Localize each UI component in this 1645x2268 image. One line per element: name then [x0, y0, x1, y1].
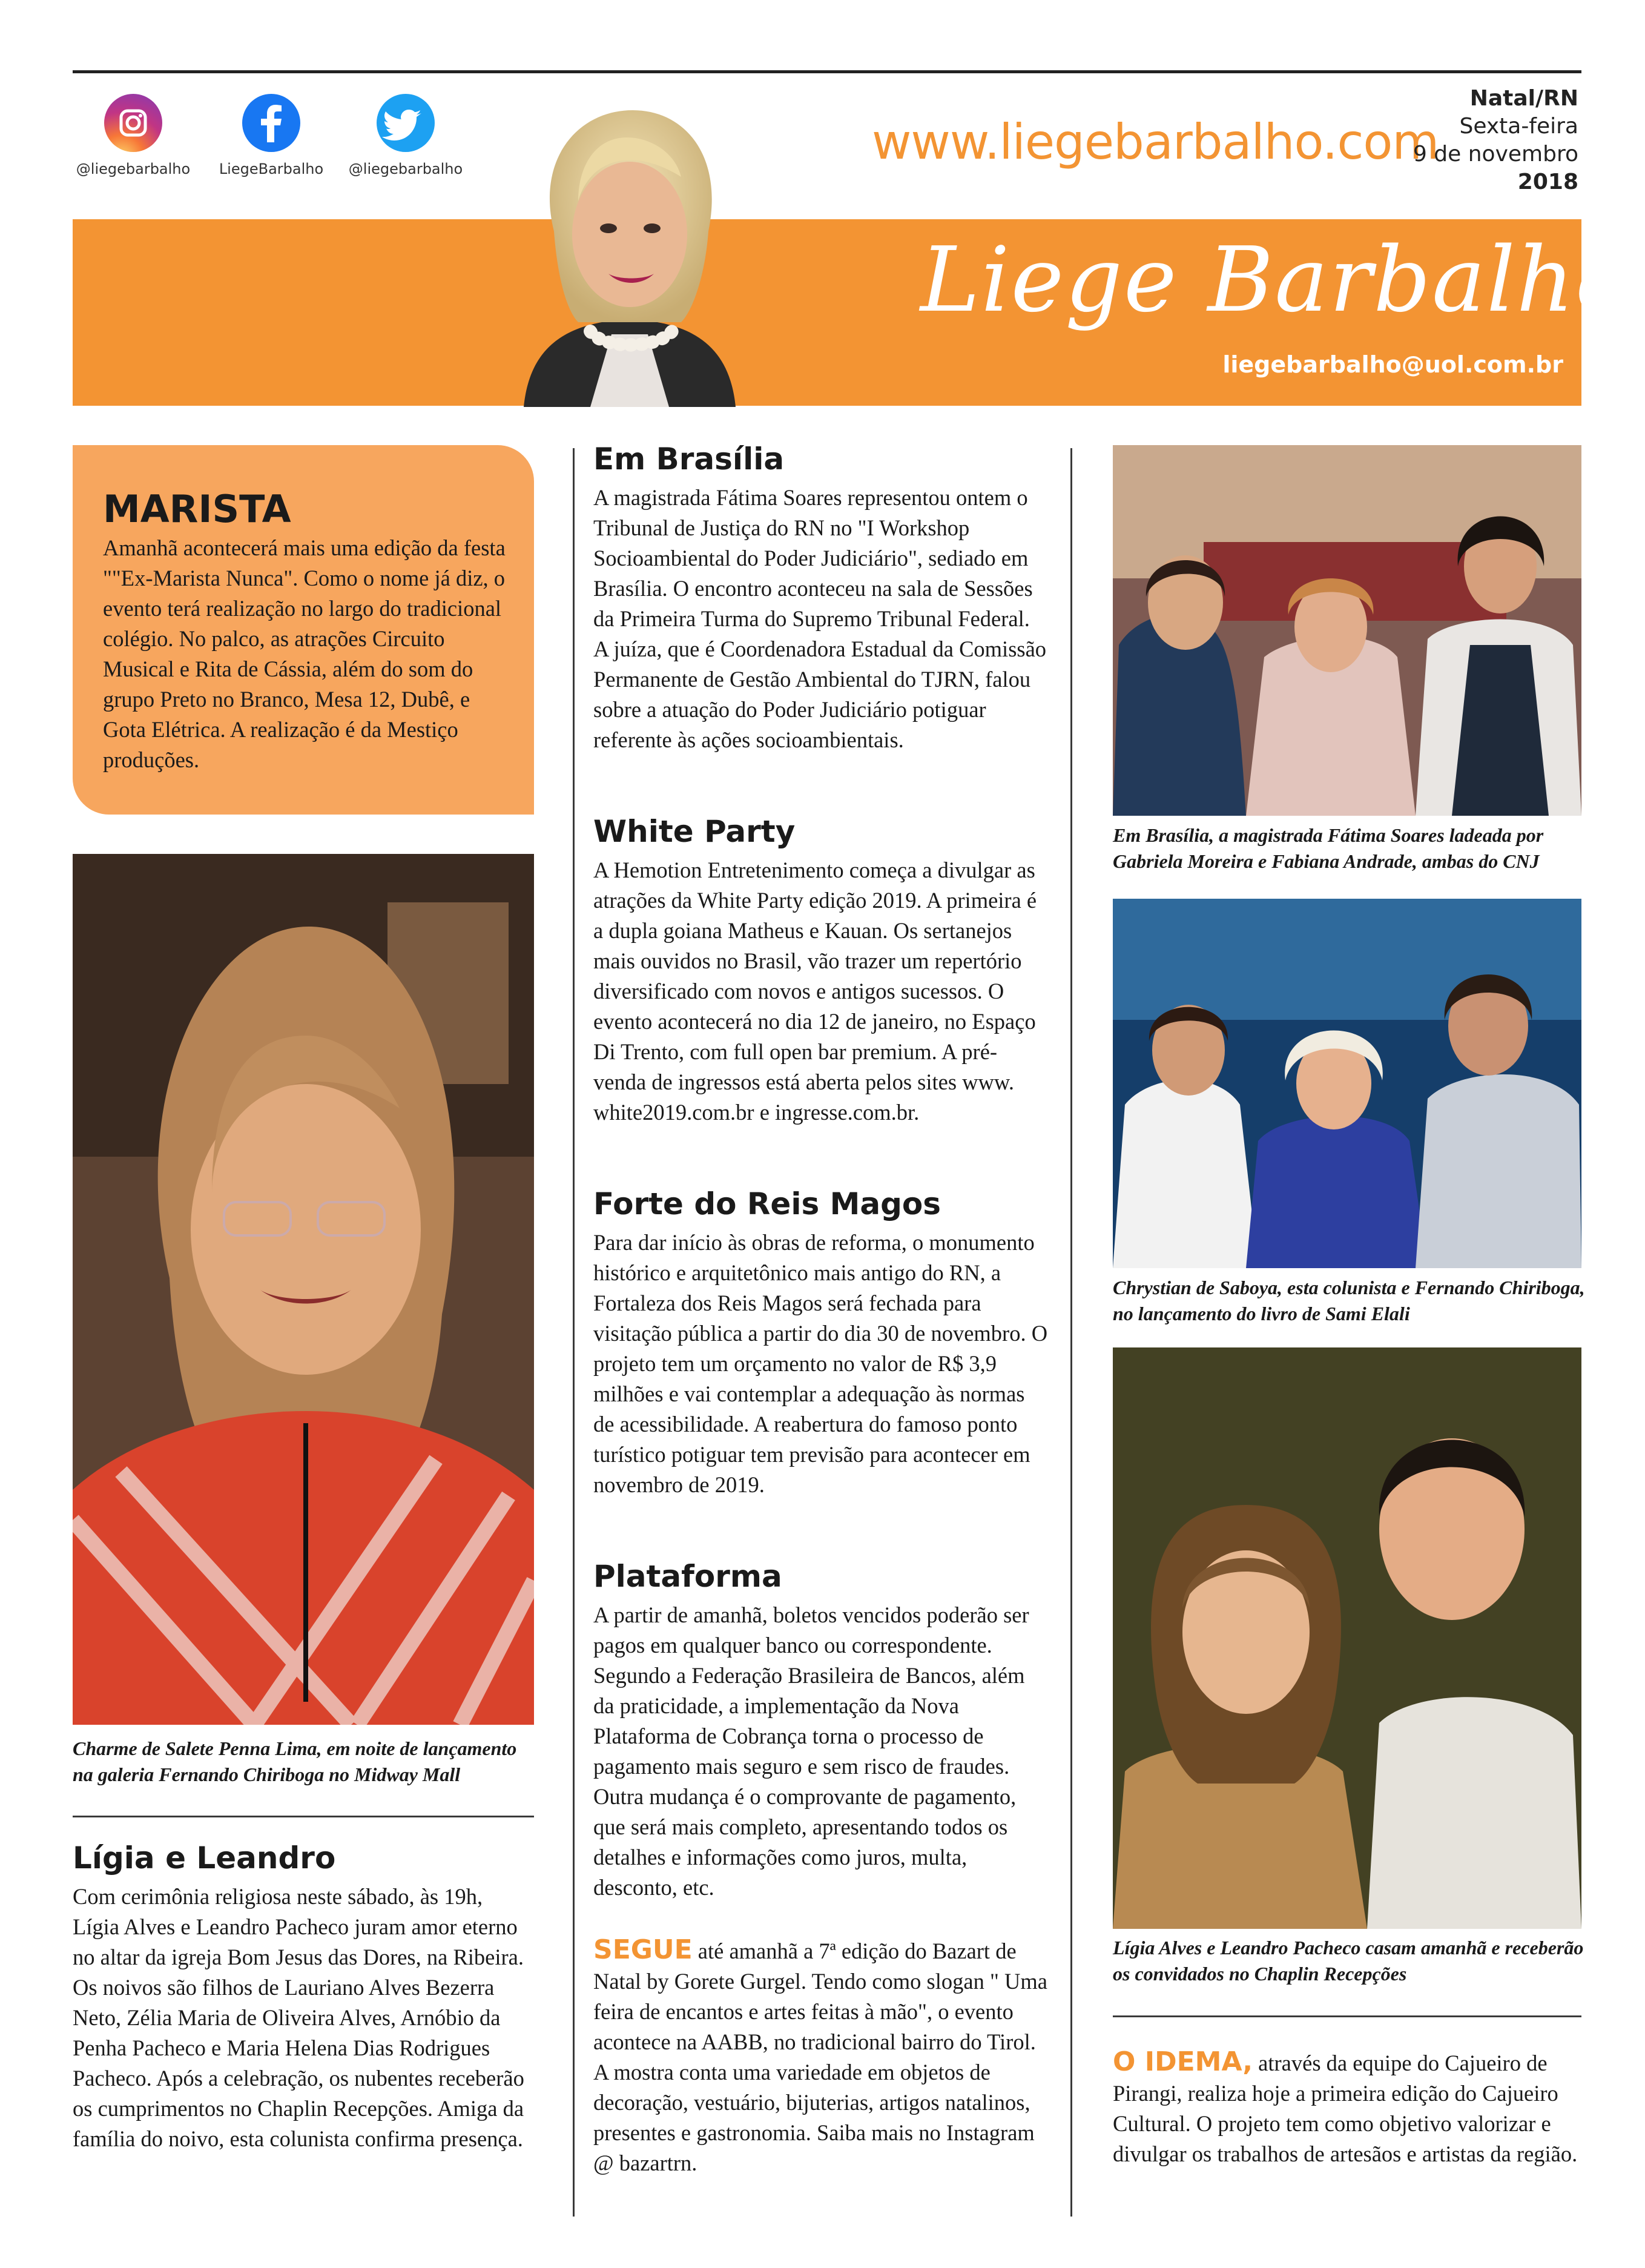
- instagram-handle[interactable]: @liegebarbalho: [76, 160, 191, 177]
- column-divider-2: [1070, 448, 1072, 2217]
- twitter-icon[interactable]: [377, 94, 435, 152]
- facebook-handle[interactable]: LiegeBarbalho: [219, 160, 324, 177]
- caption-salete: Charme de Salete Penna Lima, em noite de lançamento na galeria Fernando Chiriboga no Midway Mall: [73, 1737, 517, 1785]
- photo-brasilia: [1113, 445, 1581, 816]
- idema-body: através da equipe do Cajueiro de Pirangi, realiza hoje a primeira edição do Cajueiro Cultural. O projeto tem como objetivo valorizar e divulgar os trabalhos de artesãos e artistas da região.: [1113, 2051, 1578, 2166]
- divider-right: [1113, 2015, 1581, 2017]
- ligia-body: Com cerimônia religiosa neste sábado, às 19h, Lígia Alves e Leandro Pacheco juram amor eterno no altar da igreja Bom Jesus das Dores, na Ribeira. Os noivos são filhos de Lauriano Alves Bezerra Neto, Zélia Maria de Oliveira Alves, Arnóbio da Penha Pacheco e Maria Helena Dias Rodrigues Pacheco. Após a celebração, os nubentes receberão os cumprimentos no Chaplin Recepções. Amiga da família do noivo, esta colunista confirma presença.: [73, 1884, 524, 2151]
- idema-paragraph: [1113, 2047, 1581, 2169]
- segue-body: até amanhã a 7ª edição do Bazart de Natal by Gorete Gurgel. Tendo como slogan " Uma feira de encantos e artes feitas à mão", o evento acontece na AABB, no tradicional bairro do Tirol. A mostra conta uma variedade em objetos de decoração, vestuário, bijuterias, artigos natalinos, presentes e gastronomia. Saiba mais no Instagram @ bazartrn.: [593, 1939, 1047, 2175]
- segue-paragraph: [593, 1935, 1049, 2178]
- caption-ligia-leandro: Lígia Alves e Leandro Pacheco casam amanhã e receberão os convidados no Chaplin Recepções: [1113, 1937, 1584, 1985]
- column-title: Liege Barbalho: [920, 228, 1631, 332]
- caption-chrystian: Chrystian de Saboya, esta colunista e Fernando Chiriboga, no lançamento do livro de Sami Elali: [1113, 1277, 1585, 1324]
- website-link[interactable]: www.liegebarbalho.com: [872, 114, 1439, 170]
- forte-title: Forte do Reis Magos: [593, 1186, 941, 1222]
- city-label: Natal/RN: [1469, 86, 1578, 111]
- top-rule: [73, 70, 1581, 73]
- ligia-title: Lígia e Leandro: [73, 1840, 336, 1876]
- forte-body: Para dar início às obras de reforma, o monumento histórico e arquitetônico mais antigo do RN, a Fortaleza dos Reis Magos será fechada para visitação pública a partir do dia 30 de novembro. O projeto tem um orçamento no valor de R$ 3,9 milhões e vai contemplar a adequação às normas de acessibilidade. A reabertura do famoso ponto turístico potiguar tem previsão para acontecer em novembro de 2019.: [593, 1230, 1048, 1497]
- white-party-body: A Hemotion Entretenimento começa a divulgar as atrações da White Party edição 2019. A primeira é a dupla goiana Matheus e Kauan. Os sertanejos mais ouvidos no Brasil, vão trazer um repertório diversificado com novos e antigos sucessos. O evento acontecerá no dia 12 de janeiro, no Espaço Di Trento, com full open bar premium. A pré-venda de ingressos está aberta pelos sites www. white2019.com.br e ingresse.com.br.: [593, 858, 1037, 1125]
- plataforma-title: Plataforma: [593, 1559, 782, 1594]
- date-label: 9 de novembro: [1413, 142, 1578, 167]
- twitter-handle[interactable]: @liegebarbalho: [348, 160, 463, 177]
- photo-chrystian: [1113, 899, 1581, 1268]
- idema-kicker: O IDEMA,: [1113, 2046, 1253, 2077]
- columnist-portrait: [512, 80, 748, 407]
- photo-salete: [73, 854, 534, 1725]
- marista-title: MARISTA: [103, 487, 291, 531]
- segue-kicker: SEGUE: [593, 1934, 693, 1965]
- caption-brasilia: Em Brasília, a magistrada Fátima Soares ladeada por Gabriela Moreira e Fabiana Andrade, ambas do CNJ: [1113, 824, 1544, 872]
- brasilia-title: Em Brasília: [593, 441, 785, 477]
- marista-body: Amanhã acontecerá mais uma edição da festa ""Ex-Marista Nunca". Como o nome já diz, o evento terá realização no largo do tradicional colégio. No palco, as atrações Circuito Musical e Rita de Cássia, além do som do grupo Preto no Branco, Mesa 12, Dubê, e Gota Elétrica. A realização é da Mestiço produções.: [103, 535, 506, 772]
- divider-left: [73, 1816, 534, 1817]
- weekday-label: Sexta-feira: [1459, 114, 1578, 139]
- date-block: [1413, 85, 1578, 196]
- instagram-icon[interactable]: [104, 94, 162, 152]
- plataforma-body: A partir de amanhã, boletos vencidos poderão ser pagos em qualquer banco ou correspondente. Segundo a Federação Brasileira de Bancos, além da praticidade, a implementação da Nova Plataforma de Cobrança torna o processo de pagamento mais seguro e sem risco de fraudes. Outra mudança é o comprovante de pagamento, que será mais completo, apresentando todos os detalhes e informações como juros, multa, desconto, etc.: [593, 1602, 1029, 1900]
- facebook-icon[interactable]: [242, 94, 300, 152]
- photo-ligia-leandro: [1113, 1347, 1581, 1929]
- brasilia-body: A magistrada Fátima Soares representou ontem o Tribunal de Justiça do RN no "I Workshop Socioambiental do Poder Judiciário", sediado em Brasília. O encontro aconteceu na sala de Sessões da Primeira Turma do Supremo Tribunal Federal. A juíza, que é Coordenadora Estadual da Comissão Permanente de Gestão Ambiental do TJRN, falou sobre a atuação do Poder Judiciário potiguar referente às ações socioambientais.: [593, 485, 1047, 752]
- email-link[interactable]: liegebarbalho@uol.com.br: [1222, 351, 1563, 378]
- year-label: 2018: [1517, 170, 1578, 194]
- column-divider-1: [573, 448, 575, 2217]
- white-party-title: White Party: [593, 814, 796, 849]
